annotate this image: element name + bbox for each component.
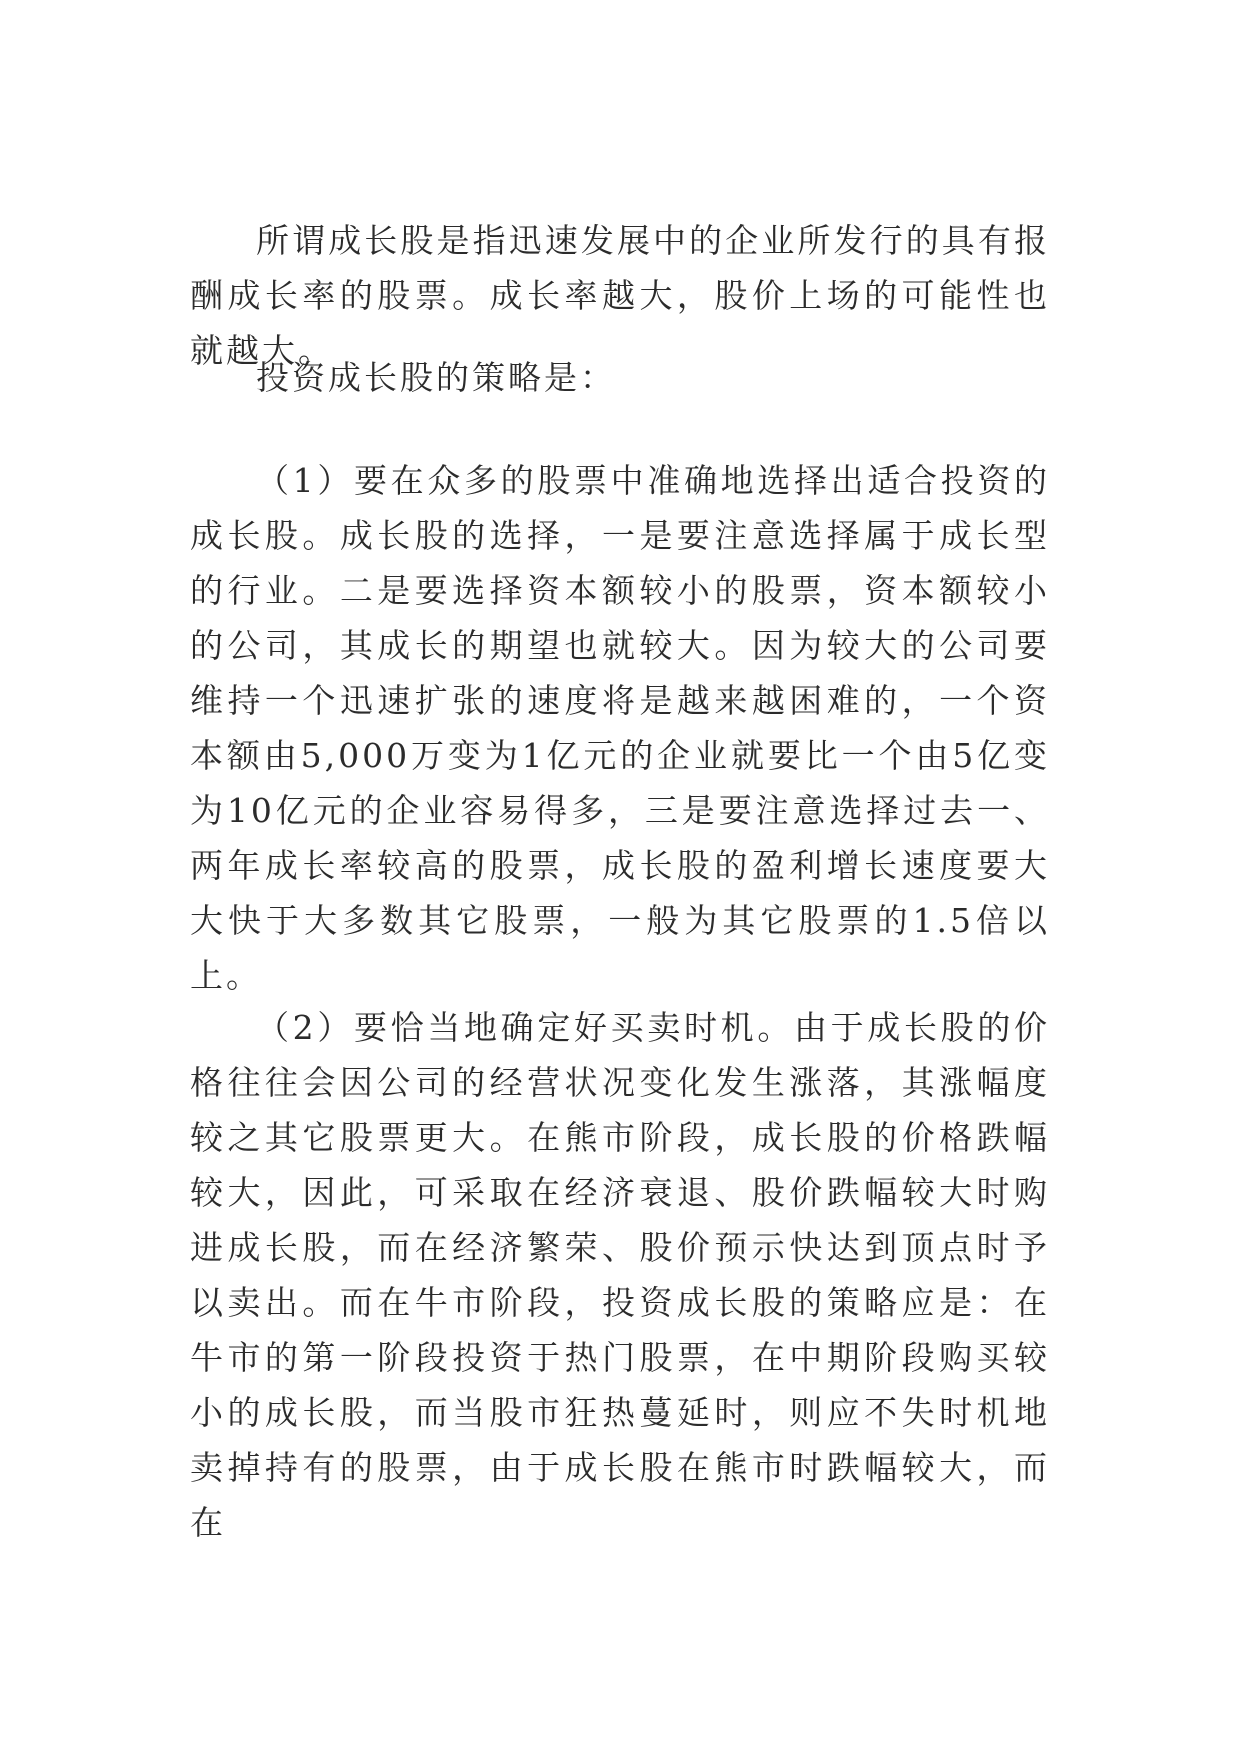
paragraph-strategy-heading: 投资成长股的策略是：: [256, 358, 616, 397]
paragraph-point-2: （2）要恰当地确定好买卖时机。由于成长股的价格往往会因公司的经营状况变化发生涨落，其涨幅度较之其它股票更大。在熊市阶段，成长股的价格跌幅较大，因此，可采取在经济衰退、股价跌幅较大时购进成长股，而在经济繁荣、股价预示快达到顶点时予以卖出。而在牛市阶段，投资成长股的策略应是：在牛市的第一阶段投资于热门股票，在中期阶段购买较小的成长股，而当股市狂热蔓延时，则应不失时机地卖掉持有的股票，由于成长股在熊市时跌幅较大，而在: [190, 1008, 1050, 1542]
paragraph-growth-stock-definition: 所谓成长股是指迅速发展中的企业所发行的具有报酬成长率的股票。成长率越大，股价上场的可能性也就越大。: [190, 221, 1050, 370]
paragraph-point-1: （1）要在众多的股票中准确地选择出适合投资的成长股。成长股的选择，一是要注意选择属于成长型的行业。二是要选择资本额较小的股票，资本额较小的公司，其成长的期望也就较大。因为较大的公司要维持一个迅速扩张的速度将是越来越困难的，一个资本额由5,000万变为1亿元的企业就要比一个由5亿变为10亿元的企业容易得多，三是要注意选择过去一、两年成长率较高的股票，成长股的盈利增长速度要大大快于大多数其它股票，一般为其它股票的1.5倍以上。: [190, 461, 1050, 995]
